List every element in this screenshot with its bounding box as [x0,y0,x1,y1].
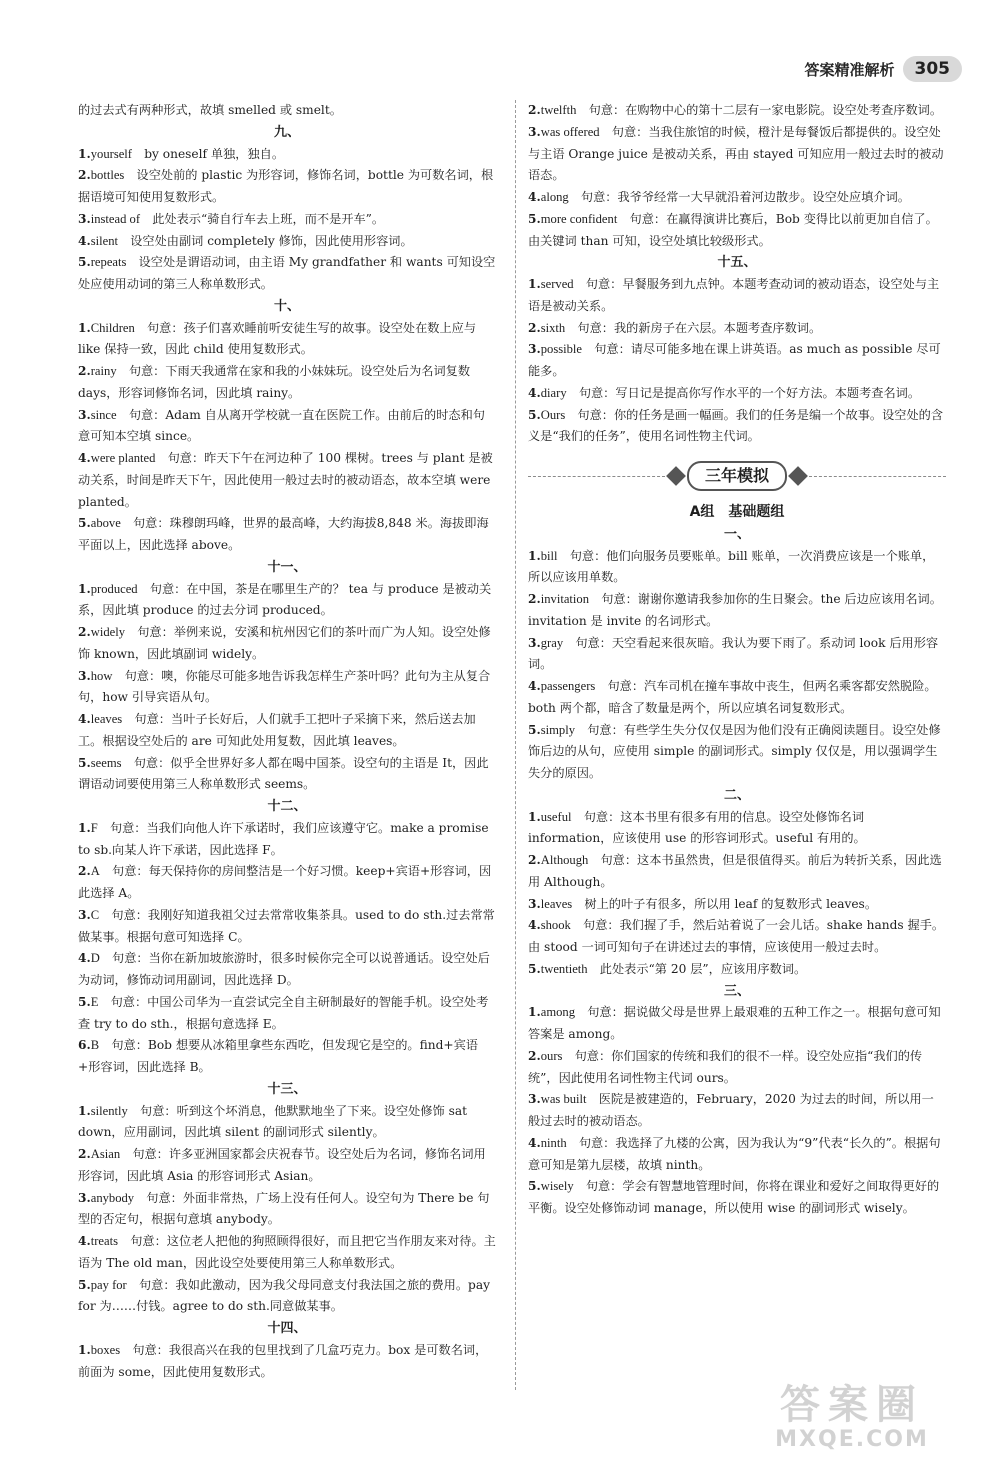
item-number: 5. [528,407,541,422]
item-number: 3. [528,635,541,650]
section-heading: 一、 [723,526,750,542]
answer-item [528,122,946,187]
answer-item [78,861,496,905]
item-number: 3. [78,1190,91,1205]
answer-item [528,915,946,959]
item-number: 2. [528,853,541,867]
item-number: 3. [528,896,541,911]
item-number: 2. [528,103,541,117]
answer-item [528,676,946,720]
explanation-text: 句意：我如此激动，因为我父母同意支付我法国之旅的费用。pay for 为……付钱。agree to do sth.同意做某事。 [78,1277,490,1314]
continued-text: 的过去式有两种形式，故填 smelled 或 smelt。 [78,103,342,117]
section-banner [528,454,946,498]
explanation-text: 句意：早餐服务到九点钟。本题考查动词的被动语态，设空处与主语是被动关系。 [528,277,940,313]
item-number: 2. [78,1147,91,1161]
item-number: 5. [528,961,541,976]
answer-item [78,753,496,797]
answer-word: diary [540,385,567,400]
left-column [78,100,496,1383]
answer-item [528,405,946,449]
item-number: 1. [78,1103,91,1118]
group-title: A组 基础题组 [689,504,785,520]
answer-word: above [90,516,121,531]
answer-item [78,1231,496,1275]
banner-diamond-icon [788,466,808,486]
explanation-text: 句意：我的新房子在六层。本题考查序数词。 [577,320,822,335]
explanation-text: 句意：请尽可能多地在课上讲英语。as much as possible 尽可能多。 [528,342,941,378]
explanation-text: 此处表示“第 20 层”，应该用序数词。 [599,961,807,976]
explanation-text: 句意：学会有智慧地管理时间，你将在课业和爱好之间取得更好的平衡。设空处修饰动词 manage，所以使用 wise 的副词形式 wisely。 [528,1179,940,1215]
banner-line [528,476,665,477]
section-heading: 十二、 [267,799,307,814]
item-number: 1. [528,809,541,824]
answer-item [78,1188,496,1232]
answer-item [528,1176,946,1220]
answer-item [78,405,496,449]
explanation-text: 句意：天空看起来很灰暗。我认为要下雨了。系动词 look 后用形容词。 [528,635,939,672]
answer-word: bill [540,548,558,563]
item-number: 1. [78,820,91,835]
explanation-text: 句意：Adam 自从离开学校就一直在医院工作。由前后的时态和句意可知本空填 since。 [78,407,485,444]
answer-word: useful [540,809,572,824]
answer-word: twentieth [540,961,588,976]
answer-item [78,318,496,362]
explanation-text: 句意：你的任务是画一幅画。我们的任务是编一个故事。设空处的含义是“我们的任务”，使用名词性物主代词。 [528,407,944,444]
answer-item [78,448,496,513]
explanation-text: 句意：这位老人把他的狗照顾得很好，而且把它当作朋友来对待。主语为 The old man，因此设空处要使用第三人称单数形式。 [78,1234,496,1270]
explanation-text: 句意：汽车司机在撞车事故中丧生，但两名乘客都安然脱险。both 两个都，暗含了数量是两个，所以应填名词复数形式。 [528,679,937,715]
answer-word: repeats [90,255,127,270]
answer-item [78,709,496,753]
explanation-text: 句意：我很高兴在我的包里找到了几盒巧克力。box 是可数名词，前面为 some，因此使用复数形式。 [78,1342,488,1379]
explanation-text: 句意：孩子们喜欢睡前听安徒生写的故事。设空处在数上应与 like 保持一致，因此 child 使用复数形式。 [78,320,477,357]
item-number: 2. [78,364,91,378]
answer-word: were planted [90,451,156,465]
answer-word: how [90,668,113,683]
answer-item [78,209,496,231]
explanation-text: 句意：据说做父母是世界上最艰难的五种工作之一。根据句意可知答案是 among。 [528,1005,941,1041]
answer-item [78,579,496,623]
answer-word: was built [540,1092,587,1107]
item-number: 2. [528,1048,541,1063]
answer-word: possible [540,342,583,357]
answer-item [78,1275,496,1319]
item-number: 4. [78,712,91,726]
item-number: 1. [78,581,91,596]
answer-item [528,1002,946,1046]
explanation-text: 句意：每天保持你的房间整洁是一个好习惯。keep+宾语+形容词，因此选择 A。 [78,864,492,900]
answer-item [78,666,496,710]
item-number: 2. [78,625,91,639]
item-number: 1. [78,320,91,335]
watermark [732,1383,972,1453]
column-divider [515,100,516,1390]
header-title: 答案精准解析 [804,60,895,79]
answer-word: served [540,277,574,291]
right-column [528,100,946,1220]
answer-word: passengers [540,679,596,693]
answer-item [78,513,496,557]
banner-diamond-icon [666,466,686,486]
item-number: 2. [528,320,541,335]
answer-item [78,361,496,405]
section-heading: 九、 [273,124,300,140]
item-number: 3. [528,1092,541,1107]
answer-word: E [90,994,99,1009]
item-number: 1. [78,1342,91,1357]
item-number: 5. [78,1277,91,1292]
explanation-text: 句意：当我住旅馆的时候，橙汁是每餐饭后都提供的。设空处与主语 Orange juice 是被动关系，再由 stayed 可知应用一般过去时的被动语态。 [528,124,944,183]
answer-word: twelfth [540,103,577,117]
answer-word: anybody [90,1190,135,1205]
answer-item [78,948,496,992]
explanation-text: 句意：许多亚洲国家都会庆祝春节。设空处后为名词，修饰名词用形容词，因此填 Asia 的形容词形式 Asian。 [78,1147,486,1183]
answer-word: silently [90,1103,128,1118]
item-number: 4. [78,451,91,465]
item-number: 1. [528,1005,541,1020]
answer-item [528,546,946,590]
answer-word: invitation [540,592,590,606]
item-number: 1. [528,277,541,291]
explanation-text: 树上的叶子有很多，所以用 leaf 的复数形式 leaves。 [584,896,878,911]
answer-item [528,589,946,633]
answer-item [528,1046,946,1090]
explanation-text: 此处表示“骑自行车去上班，而不是开车”。 [152,211,385,226]
section-heading: 三、 [723,983,750,999]
answer-item [78,231,496,253]
banner-line [809,476,946,477]
answer-item [528,318,946,340]
answer-word: Ours [540,407,566,422]
answer-word: treats [90,1234,119,1248]
answer-item [78,165,496,209]
answer-word: was offered [540,124,600,139]
item-number: 3. [528,342,541,357]
answer-word: B [90,1038,100,1053]
answer-item [78,144,496,166]
explanation-text: 句意：谢谢你邀请我参加你的生日聚会。the 后边应该用名词。invitation 是 invite 的名词形式。 [528,592,942,628]
item-number: 4. [78,233,91,248]
answer-item [528,339,946,383]
item-number: 4. [78,1234,91,1248]
answer-word: rainy [90,364,117,378]
explanation-text: 句意：昨天下午在河边种了 100 棵树。trees 与 plant 是被动关系，时间是昨天下午，因此使用一般过去时的被动语态，故本空填 were planted。 [78,451,493,509]
answer-word: ours [540,1048,563,1063]
explanation-text: 句意：这本书里有很多有用的信息。设空处修饰名词 information，应该使用 use 的形容词形式。useful 有用的。 [528,809,866,846]
explanation-text: 句意：下雨天我通常在家和我的小妹妹玩。设空处后为名词复数 days，形容词修饰名词，因此填 rainy。 [78,364,471,400]
explanation-text: 句意：我们握了手，然后站着说了一会儿话。shake hands 握手。由 stood 一词可知句子在讲述过去的事情，应该使用一般过去时。 [528,918,945,954]
item-number: 5. [528,211,541,226]
item-number: 1. [78,146,91,161]
answer-item [78,622,496,666]
answer-word: Children [90,320,135,335]
explanation-text: 句意：当叶子长好后，人们就手工把叶子采摘下来，然后送去加工。根据设空处后的 are 可知此处用复数，因此填 leaves。 [78,712,476,748]
answer-word: Asian [90,1147,121,1161]
explanation-text: 设空处是谓语动词，由主语 My grandfather 和 wants 可知设空处应使用动词的第三人称单数形式。 [78,255,496,291]
answer-word: gray [540,635,564,650]
explanation-text: 句意：Bob 想要从冰箱里拿些东西吃，但发现它是空的。find+宾语+形容词，因此选择 B。 [78,1038,478,1074]
explanation-text: 句意：我爷爷经常一大早就沿着河边散步。设空处应填介词。 [580,190,910,204]
answer-item [78,1035,496,1079]
answer-item [78,1101,496,1145]
explanation-text: 句意：当你在新加坡旅游时，很多时候你完全可以说普通话。设空处后为动词，修饰动词用副词，因此选择 D。 [78,951,490,987]
explanation-text: 句意：在赢得演讲比赛后，Bob 变得比以前更加自信了。由关键词 than 可知，设空处填比较级形式。 [528,211,938,248]
answer-word: leaves [90,712,123,726]
item-number: 5. [78,994,91,1009]
explanation-text: 医院是被建造的，February，2020 为过去的时间，所以用一般过去时的被动语态。 [528,1092,934,1128]
item-number: 4. [528,918,541,933]
answer-item [78,252,496,296]
answer-item [78,1340,496,1384]
explanation-text: 设空处由副词 completely 修饰，因此使用形容词。 [130,233,413,248]
explanation-text: 句意：有些学生失分仅仅是因为他们没有正确阅读题目。设空处修饰后边的从句，应使用 simple 的副词形式。simply 仅仅是，用以强调学生失分的原因。 [528,722,941,780]
item-number: 5. [78,516,91,531]
answer-item [78,818,496,862]
explanation-text: 句意：在购物中心的第十二层有一家电影院。设空处考查序数词。 [588,103,943,117]
section-heading: 十一、 [267,559,307,575]
item-number: 4. [528,190,541,204]
answer-word: produced [90,581,138,596]
section-heading: 十四、 [267,1321,307,1336]
answer-item [528,959,946,981]
explanation-text: 句意：在中国，茶是在哪里生产的？ tea 与 produce 是被动关系，因此填 produce 的过去分词 produced。 [78,581,492,618]
item-number: 4. [528,1135,541,1150]
item-number: 5. [78,755,91,770]
explanation-text: 句意：听到这个坏消息，他默默地坐了下来。设空处修饰 sat down，应用副词，因此填 silent 的副词形式 silently。 [78,1103,467,1140]
answer-item [528,807,946,851]
answer-word: F [90,820,98,835]
explanation-text: 句意：你们国家的传统和我们的很不一样。设空处应指“我们的传统”，因此使用名词性物主代词 ours。 [528,1048,923,1085]
explanation-text: 句意：外面非常热，广场上没有任何人。设空句为 There be 句型的否定句，根据句意填 anybody。 [78,1190,490,1227]
item-number: 5. [528,722,541,737]
answer-item [528,894,946,916]
explanation-text: 句意：噢，你能尽可能多地告诉我怎样生产茶叶吗？此句为主从复合句，how 引导宾语从句。 [78,668,491,705]
answer-word: pay for [90,1277,127,1292]
answer-item [528,1133,946,1177]
explanation-text: 句意：他们向服务员要账单。bill 账单，一次消费应该是一个账单，所以应该用单数。 [528,548,935,585]
answer-word: A [90,864,100,879]
explanation-text: 句意：我选择了九楼的公寓，因为我认为“9”代表“长久的”。根据句意可知是第九层楼，故填 ninth。 [528,1135,941,1172]
item-number: 3. [528,124,541,139]
answer-item [528,187,946,209]
explanation-text: 句意：珠穆朗玛峰，世界的最高峰，大约海拔8,848 米。海拔即海平面以上，因此选择 above。 [78,516,489,552]
answer-word: bottles [90,168,125,183]
answer-item [528,209,946,253]
answer-item [528,850,946,894]
explanation-text: 句意：似乎全世界好多人都在喝中国茶。设空句的主语是 It，因此谓语动词要使用第三人称单数形式 seems。 [78,755,489,792]
page-number: 305 [903,56,963,82]
answer-word: silent [90,233,119,248]
item-number: 4. [78,951,91,966]
explanation-text: 句意：我刚好知道我祖父过去常常收集茶具。used to do sth.过去常常做某事。根据句意可知选择 C。 [78,907,495,944]
answer-item [528,274,946,318]
answer-word: widely [90,625,126,639]
answer-item [528,633,946,677]
watermark-url: MXQE.COM [775,1427,929,1452]
answer-word: ninth [540,1135,567,1150]
answer-item [528,720,946,785]
item-number: 5. [78,255,91,270]
item-number: 2. [528,592,541,606]
explanation-text: 句意：举例来说，安溪和杭州因它们的茶叶而广为人知。设空处修饰 known，因此填副词 widely。 [78,625,491,661]
explanation-text: by oneself 单独，独自。 [144,146,285,161]
explanation-text: 句意：这本书虽然贵，但是很值得买。前后为转折关系，因此选用 Although。 [528,853,942,889]
item-number: 3. [78,407,91,422]
item-number: 6. [78,1038,91,1053]
explanation-text: 句意：中国公司华为一直尝试完全自主研制最好的智能手机。设空处考查 try to do sth.，根据句意选择 E。 [78,994,489,1031]
answer-item [528,383,946,405]
answer-word: seems [90,755,122,770]
answer-word: among [540,1005,576,1020]
answer-word: more confident [540,211,618,226]
answer-item [528,100,946,122]
explanation-text: 句意：写日记是提高你写作水平的一个好方法。本题考查名词。 [578,385,921,400]
explanation-text: 句意：当我们向他人许下承诺时，我们应该遵守它。make a promise to sb.向某人许下承诺，因此选择 F。 [78,820,489,857]
answer-item [78,992,496,1036]
answer-word: C [90,907,100,922]
watermark-logo: 答案圈 [780,1382,924,1428]
answer-item [528,1089,946,1133]
item-number: 4. [528,385,541,400]
explanation-text: 设空处前的 plastic 为形容词，修饰名词，bottle 为可数名词，根据语境可知使用复数形式。 [78,168,494,204]
answer-word: boxes [90,1342,121,1357]
answer-word: shook [540,918,571,933]
banner-title: 三年模拟 [687,461,787,491]
item-number: 1. [528,548,541,563]
answer-item [78,905,496,949]
answer-word: sixth [540,320,566,335]
answer-item [78,1144,496,1188]
answer-word: Although [540,853,589,867]
item-number: 2. [78,168,91,183]
answer-word: D [90,951,100,966]
section-heading: 十、 [273,298,300,314]
section-heading: 十五、 [717,255,757,271]
page-header [804,56,962,82]
answer-word: leaves [540,896,573,911]
answer-word: along [540,190,569,204]
item-number: 5. [528,1179,541,1194]
item-number: 4. [528,679,541,693]
section-heading: 十三、 [267,1081,307,1097]
section-heading: 二、 [723,787,750,803]
answer-word: wisely [540,1179,574,1194]
item-number: 3. [78,907,91,922]
answer-word: instead of [90,211,141,226]
answer-word: since [90,407,117,422]
answer-word: yourself [90,146,133,161]
item-number: 2. [78,864,91,879]
item-number: 3. [78,668,91,683]
answer-word: simply [540,722,576,737]
item-number: 3. [78,211,91,226]
